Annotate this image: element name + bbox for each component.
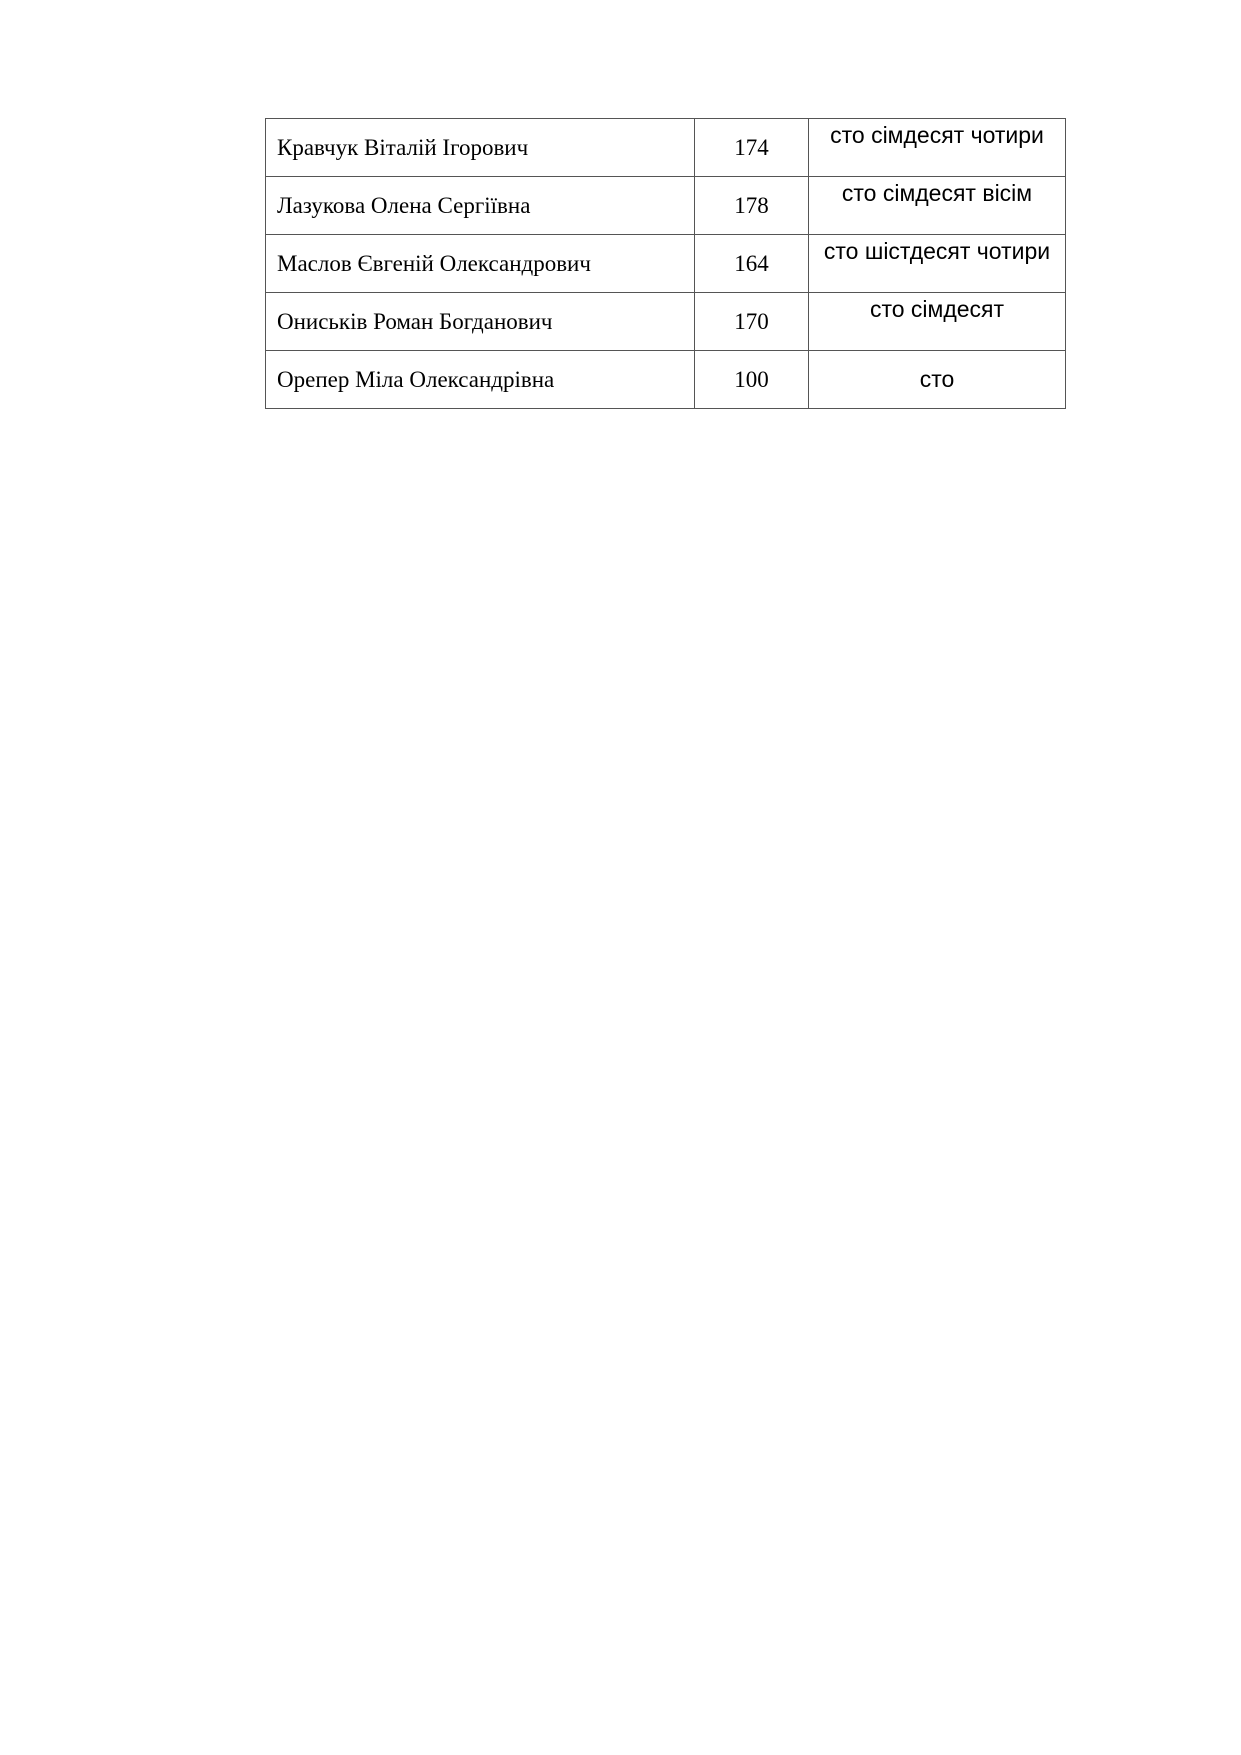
table-row <box>266 293 1066 351</box>
table-row <box>266 119 1066 177</box>
score-value: 170 <box>695 293 809 351</box>
score-in-words: сто сімдесят вісім <box>809 177 1066 235</box>
table-row <box>266 351 1066 409</box>
participant-name: Маслов Євгеній Олександрович <box>266 235 695 293</box>
score-in-words: сто <box>809 351 1066 409</box>
score-value: 174 <box>695 119 809 177</box>
participant-name: Орепер Міла Олександрівна <box>266 351 695 409</box>
score-value: 100 <box>695 351 809 409</box>
participant-name: Кравчук Віталій Ігорович <box>266 119 695 177</box>
score-value: 178 <box>695 177 809 235</box>
participant-name: Лазукова Олена Сергіївна <box>266 177 695 235</box>
score-in-words: сто шістдесят чотири <box>809 235 1066 293</box>
participant-name: Oниськів Роман Богданович <box>266 293 695 351</box>
score-in-words: сто сімдесят чотири <box>809 119 1066 177</box>
score-value: 164 <box>695 235 809 293</box>
table-row <box>266 235 1066 293</box>
table-row <box>266 177 1066 235</box>
score-in-words: сто сімдесят <box>809 293 1066 351</box>
scores-table <box>265 118 1066 409</box>
